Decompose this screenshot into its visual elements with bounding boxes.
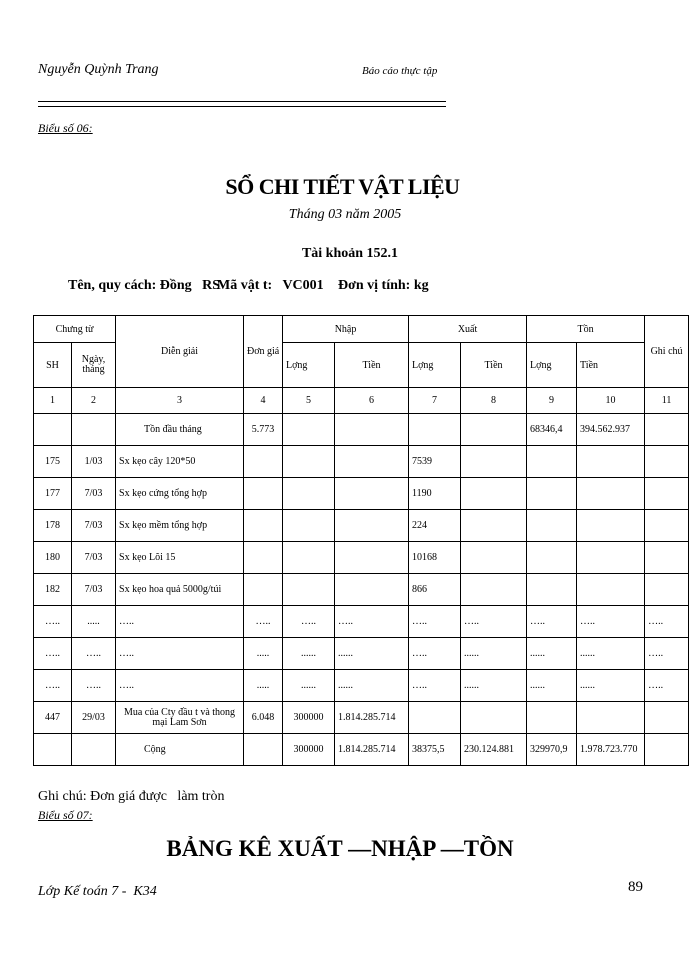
table-cell: [645, 574, 689, 606]
table-cell: …..: [72, 638, 116, 670]
table-cell: [335, 574, 409, 606]
footnote: Ghi chú: Đơn giá được làm tròn: [38, 789, 225, 804]
material-ledger-table: [33, 315, 689, 766]
column-number: 10: [577, 388, 645, 414]
table-cell: …..: [72, 670, 116, 702]
form-label-2: Biểu số 07:: [38, 808, 93, 822]
table-cell: [645, 734, 689, 766]
table-cell: …..: [645, 638, 689, 670]
table-cell: [645, 542, 689, 574]
table-cell: [409, 702, 461, 734]
table-row: [34, 478, 689, 510]
sh-header: SH: [34, 343, 72, 388]
column-number: 3: [116, 388, 244, 414]
table-cell: [461, 510, 527, 542]
table-row: [34, 574, 689, 606]
class-name: Lớp Kế toán 7 - K34: [38, 884, 157, 899]
column-number: 5: [283, 388, 335, 414]
table-cell: ......: [577, 670, 645, 702]
table-cell: 394.562.937: [577, 414, 645, 446]
table-cell: 7/03: [72, 542, 116, 574]
table-cell: [283, 510, 335, 542]
table-cell: [577, 510, 645, 542]
table-cell: [244, 446, 283, 478]
table-cell: 68346,4: [527, 414, 577, 446]
table-cell: [645, 446, 689, 478]
page-title: SỔ CHI TIẾT VẬT LIỆU: [225, 174, 460, 199]
table-cell: 866: [409, 574, 461, 606]
table-cell: [461, 542, 527, 574]
author-name: Nguyễn Quỳnh Trang: [38, 62, 159, 77]
table-cell: 180: [34, 542, 72, 574]
table-cell: …..: [116, 606, 244, 638]
table-cell: [577, 702, 645, 734]
column-number: 6: [335, 388, 409, 414]
table-cell: [527, 478, 577, 510]
table-cell: Sx kẹo cây 120*50: [116, 446, 244, 478]
table-cell: …..: [116, 638, 244, 670]
table-cell: .....: [244, 670, 283, 702]
table-cell: ......: [283, 670, 335, 702]
table-row: [34, 542, 689, 574]
amount-stock-header: Tiền: [577, 343, 645, 388]
table-cell: ......: [577, 638, 645, 670]
voucher-header: Chưng từ: [34, 316, 116, 343]
amount-out-header: Tiền: [461, 343, 527, 388]
table-cell: [527, 702, 577, 734]
table-cell: Sx kẹo cứng tổng hợp: [116, 478, 244, 510]
table-cell: …..: [244, 606, 283, 638]
table-cell: [577, 446, 645, 478]
amount-in-header: Tiền: [335, 343, 409, 388]
table-cell: [461, 446, 527, 478]
table-cell: [283, 574, 335, 606]
table-cell: [244, 542, 283, 574]
table-cell: …..: [34, 670, 72, 702]
second-table-title: BẢNG KÊ XUẤT —NHẬP —TỒN: [166, 836, 514, 861]
table-cell: ......: [527, 638, 577, 670]
table-cell: [577, 542, 645, 574]
table-cell: [527, 542, 577, 574]
table-cell: …..: [645, 670, 689, 702]
unit-of-measure: Đơn vị tính: kg: [338, 278, 429, 293]
table-cell: ......: [335, 638, 409, 670]
table-cell: [244, 734, 283, 766]
table-cell: [527, 446, 577, 478]
qty-in-header: Lợng: [283, 343, 335, 388]
table-cell: ......: [283, 638, 335, 670]
table-cell: [645, 478, 689, 510]
table-row: [34, 446, 689, 478]
table-cell: 5.773: [244, 414, 283, 446]
unit-price-header: Đơn giá: [244, 316, 283, 388]
table-cell: …..: [409, 670, 461, 702]
table-cell: [577, 574, 645, 606]
table-cell: [577, 478, 645, 510]
table-cell: …..: [461, 606, 527, 638]
account-number: Tài khoản 152.1: [301, 246, 399, 261]
table-cell: ......: [527, 670, 577, 702]
in-header: Nhập: [283, 316, 409, 343]
table-cell: 1.814.285.714: [335, 734, 409, 766]
table-cell: 300000: [283, 734, 335, 766]
column-number: 7: [409, 388, 461, 414]
table-cell: …..: [34, 638, 72, 670]
table-cell: 230.124.881: [461, 734, 527, 766]
report-name: Báo cáo thực tập: [362, 65, 438, 77]
table-cell: Tồn đầu tháng: [116, 414, 244, 446]
table-cell: …..: [527, 606, 577, 638]
table-cell: [335, 542, 409, 574]
table-cell: 1.978.723.770: [577, 734, 645, 766]
table-cell: 1190: [409, 478, 461, 510]
table-cell: 7/03: [72, 478, 116, 510]
table-cell: [645, 510, 689, 542]
qty-stock-header: Lợng: [527, 343, 577, 388]
table-cell: Mua của Cty đầu t và thong mại Lam Sơn: [116, 702, 244, 734]
table-row: [34, 734, 689, 766]
table-cell: [335, 414, 409, 446]
table-row: [34, 702, 689, 734]
table-cell: …..: [34, 606, 72, 638]
table-cell: [283, 446, 335, 478]
table-cell: [461, 574, 527, 606]
table-cell: [244, 510, 283, 542]
table-row: [34, 638, 689, 670]
table-cell: …..: [335, 606, 409, 638]
table-row: [34, 414, 689, 446]
table-cell: 29/03: [72, 702, 116, 734]
out-header: Xuất: [409, 316, 527, 343]
table-cell: …..: [116, 670, 244, 702]
table-cell: …..: [409, 638, 461, 670]
table-cell: [34, 734, 72, 766]
period: Tháng 03 năm 2005: [288, 207, 402, 222]
table-cell: [461, 414, 527, 446]
table-cell: ......: [461, 638, 527, 670]
form-label: Biểu số 06:: [38, 121, 93, 135]
table-row: [34, 670, 689, 702]
table-cell: 1/03: [72, 446, 116, 478]
material-code: Mã vật t: VC001: [217, 278, 324, 293]
table-row: [34, 606, 689, 638]
table-cell: [34, 414, 72, 446]
table-cell: [527, 574, 577, 606]
qty-out-header: Lợng: [409, 343, 461, 388]
page-number: 89: [628, 879, 643, 895]
table-cell: Sx kẹo mềm tổng hợp: [116, 510, 244, 542]
note-header: Ghi chú: [645, 316, 689, 388]
column-number: 11: [645, 388, 689, 414]
column-number: 1: [34, 388, 72, 414]
description-header: Diễn giải: [116, 316, 244, 388]
table-cell: 10168: [409, 542, 461, 574]
table-cell: [645, 702, 689, 734]
table-cell: 224: [409, 510, 461, 542]
column-number: 4: [244, 388, 283, 414]
table-cell: [645, 414, 689, 446]
table-cell: [72, 734, 116, 766]
table-cell: [527, 510, 577, 542]
table-cell: 447: [34, 702, 72, 734]
material-name: Tên, quy cách: Đồng RS: [68, 278, 221, 293]
table-cell: …..: [577, 606, 645, 638]
table-cell: …..: [409, 606, 461, 638]
table-cell: Sx kẹo Lõi 15: [116, 542, 244, 574]
table-cell: …..: [283, 606, 335, 638]
date-header: Ngày, tháng: [72, 343, 116, 388]
header-rule-bottom: [38, 106, 446, 107]
table-cell: Cộng: [116, 734, 244, 766]
table-cell: 7/03: [72, 574, 116, 606]
table-cell: [72, 414, 116, 446]
table-cell: 7539: [409, 446, 461, 478]
table-cell: [335, 478, 409, 510]
stock-header: Tồn: [527, 316, 645, 343]
table-cell: [244, 574, 283, 606]
table-cell: 7/03: [72, 510, 116, 542]
table-cell: 329970,9: [527, 734, 577, 766]
table-cell: [283, 542, 335, 574]
table-cell: [335, 510, 409, 542]
table-cell: Sx kẹo hoa quả 5000g/túi: [116, 574, 244, 606]
table-cell: 38375,5: [409, 734, 461, 766]
table-cell: [335, 446, 409, 478]
table-cell: 177: [34, 478, 72, 510]
header-rule-top: [38, 101, 446, 102]
table-cell: [283, 414, 335, 446]
table-cell: 6.048: [244, 702, 283, 734]
table-cell: 1.814.285.714: [335, 702, 409, 734]
table-cell: …..: [645, 606, 689, 638]
table-cell: 300000: [283, 702, 335, 734]
table-cell: .....: [72, 606, 116, 638]
table-cell: 178: [34, 510, 72, 542]
column-number: 2: [72, 388, 116, 414]
table-cell: .....: [244, 638, 283, 670]
table-cell: ......: [461, 670, 527, 702]
table-cell: [409, 414, 461, 446]
table-cell: [461, 702, 527, 734]
table-cell: ......: [335, 670, 409, 702]
column-number: 8: [461, 388, 527, 414]
column-number: 9: [527, 388, 577, 414]
table-cell: [244, 478, 283, 510]
table-row: [34, 510, 689, 542]
table-cell: 175: [34, 446, 72, 478]
table-cell: 182: [34, 574, 72, 606]
table-cell: [461, 478, 527, 510]
table-cell: [283, 478, 335, 510]
